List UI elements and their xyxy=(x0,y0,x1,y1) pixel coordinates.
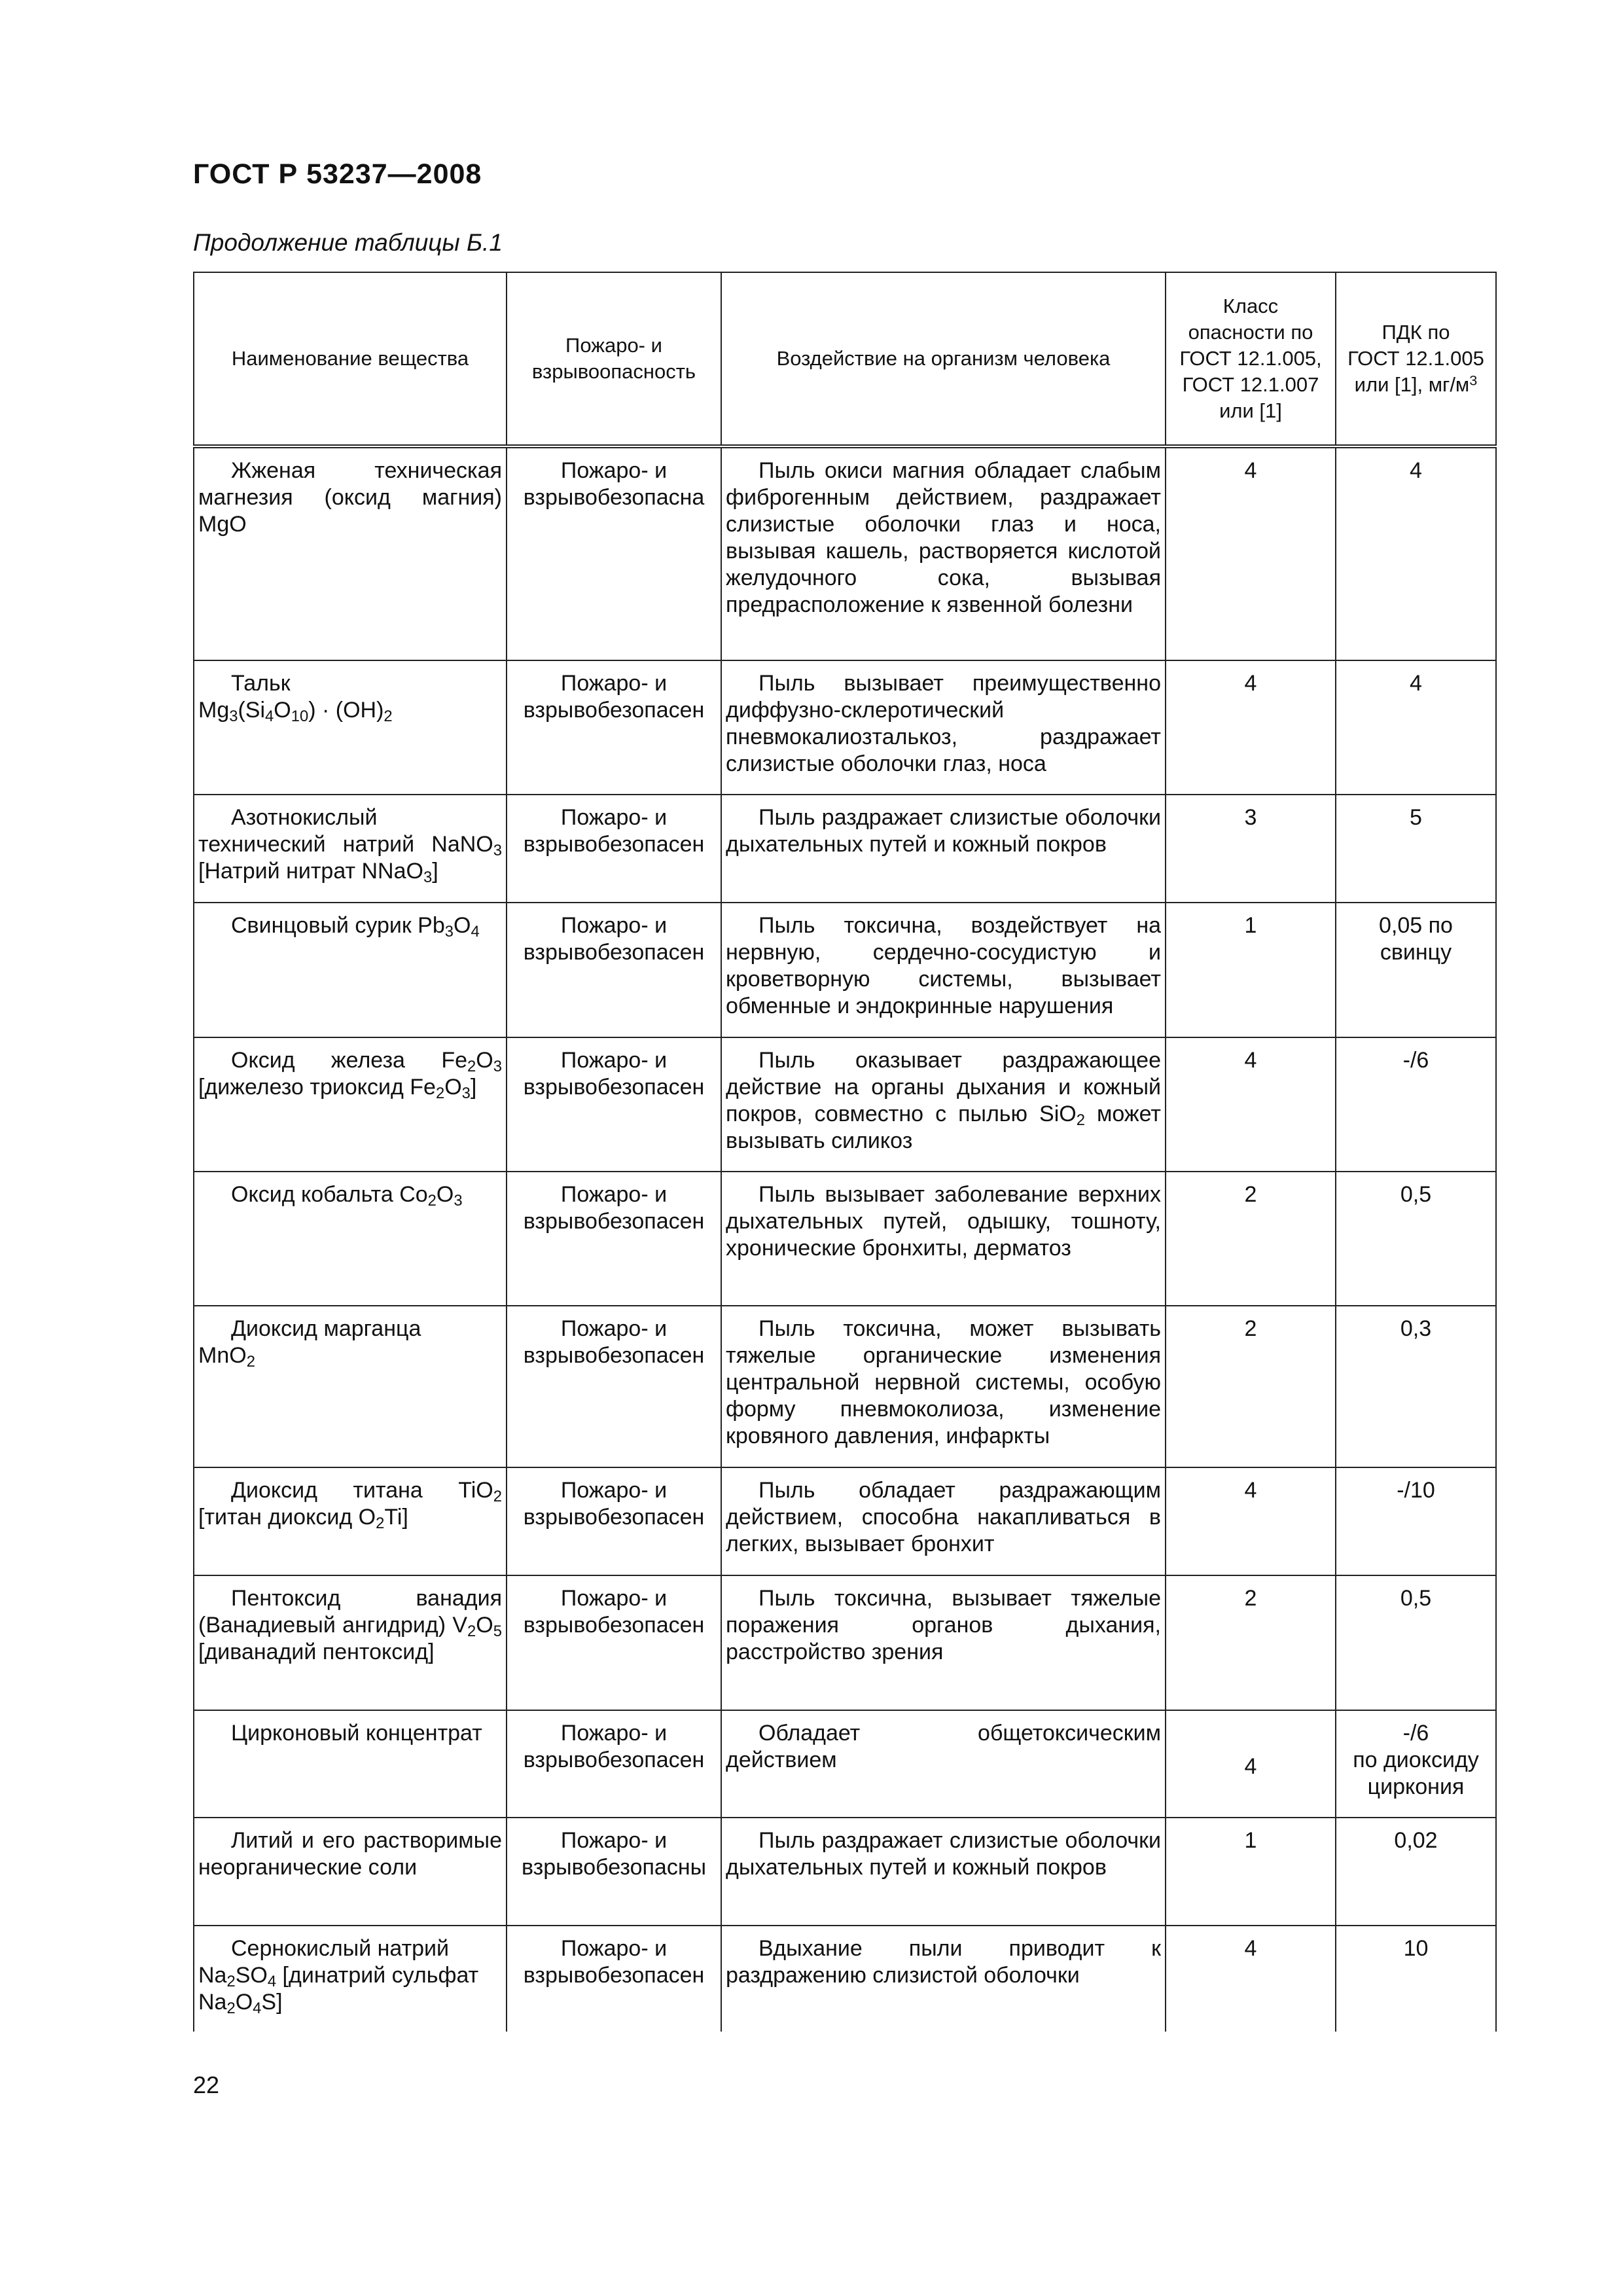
standard-title: ГОСТ Р 53237—2008 xyxy=(193,158,482,190)
health-effect: Пыль окиси магния обладает слабым фиброгенным действием, раздражает слизистые оболочки глаз и носа, вызывая кашель, растворяется кислотой желудочного сока, вызывая предрасположение к язвенной болезни xyxy=(721,446,1166,660)
substance-name: Диоксид марганца MnO$_2$ xyxy=(194,1306,507,1467)
substance-name: Свинцовый сурик $Pb_3O_4$ xyxy=(194,903,507,1037)
mpc-value: 4 xyxy=(1336,660,1496,795)
hazard-class: 4 xyxy=(1166,1467,1336,1575)
header-mpc: ПДК по ГОСТ 12.1.005 или [1], $мг/м^3$ xyxy=(1336,272,1496,446)
table-caption: Продолжение таблицы Б.1 xyxy=(193,229,503,256)
table-row xyxy=(194,1467,1496,1575)
header-fire: Пожаро- и взрывоопасность xyxy=(507,272,721,446)
health-effect: Обладает общетоксическим действием xyxy=(721,1710,1166,1818)
mpc-value: 0,3 xyxy=(1336,1306,1496,1467)
fire-hazard: Пожаро- и взрывобезопасна xyxy=(507,446,721,660)
hazard-class: 2 xyxy=(1166,1575,1336,1710)
health-effect: Пыль токсична, может вызывать тяжелые органические изменения центральной нервной системы, особую форму пневмоколиоза, изменение кровяного давления, инфаркты xyxy=(721,1306,1166,1467)
hazard-class: 4 xyxy=(1166,1710,1336,1818)
substance-name: Диоксид титана TiO$_2$ [титан диоксид $O_2Ti$] xyxy=(194,1467,507,1575)
substance-name: Оксид кобальта $Co_2O_3$ xyxy=(194,1172,507,1306)
fire-hazard: Пожаро- и взрывобезопасен xyxy=(507,1172,721,1306)
substance-name: Сернокислый натрий $Na_2SO_4$ [динатрий сульфат $Na_2O_4S$] xyxy=(194,1926,507,2032)
health-effect: Пыль токсична, вызывает тяжелые поражения органов дыхания, расстройство зрения xyxy=(721,1575,1166,1710)
substances-table xyxy=(193,272,1497,2032)
substance-name: Литий и его растворимые неорганические соли xyxy=(194,1818,507,1926)
fire-hazard: Пожаро- и взрывобезопасен xyxy=(507,1575,721,1710)
fire-hazard: Пожаро- и взрывобезопасен xyxy=(507,1710,721,1818)
fire-hazard: Пожаро- и взрывобезопасен xyxy=(507,1926,721,2032)
header-hazard-class: Класс опасности по ГОСТ 12.1.005, ГОСТ 12.1.007 или [1] xyxy=(1166,272,1336,446)
substance-name: Цирконовый концентрат xyxy=(194,1710,507,1818)
fire-hazard: Пожаро- и взрывобезопасен xyxy=(507,1467,721,1575)
health-effect: Пыль раздражает слизистые оболочки дыхательных путей и кожный покров xyxy=(721,795,1166,903)
mpc-value: 0,5 xyxy=(1336,1575,1496,1710)
health-effect: Пыль раздражает слизистые оболочки дыхательных путей и кожный покров xyxy=(721,1818,1166,1926)
table-row xyxy=(194,1306,1496,1467)
substance-name: Тальк $Mg_3(Si_4O_{10}) \cdot (OH)_2$ xyxy=(194,660,507,795)
fire-hazard: Пожаро- и взрывобезопасны xyxy=(507,1818,721,1926)
hazard-class: 2 xyxy=(1166,1306,1336,1467)
page-number: 22 xyxy=(193,2072,220,2098)
table-header-row xyxy=(194,272,1496,446)
table-row xyxy=(194,660,1496,795)
table-row xyxy=(194,446,1496,660)
substance-name: Оксид железа $Fe_2O_3$ [дижелезо триоксид $Fe_2O_3$] xyxy=(194,1037,507,1172)
hazard-class: 1 xyxy=(1166,903,1336,1037)
substance-name: Пентоксид ванадия (Ванадиевый ангидрид) $V_2O_5$ [диванадий пентоксид] xyxy=(194,1575,507,1710)
table-row xyxy=(194,1037,1496,1172)
table-row xyxy=(194,1710,1496,1818)
hazard-class: 3 xyxy=(1166,795,1336,903)
hazard-class: 1 xyxy=(1166,1818,1336,1926)
health-effect: Пыль оказывает раздражающее действие на органы дыхания и кожный покров, совместно с пылью SiO$_2$ может вызывать силикоз xyxy=(721,1037,1166,1172)
mpc-value: 10 xyxy=(1336,1926,1496,2032)
substance-name: Жженая техническая магнезия (оксид магния) MgO xyxy=(194,446,507,660)
table-row xyxy=(194,795,1496,903)
hazard-class: 4 xyxy=(1166,446,1336,660)
mpc-value: 5 xyxy=(1336,795,1496,903)
fire-hazard: Пожаро- и взрывобезопасен xyxy=(507,903,721,1037)
table-row xyxy=(194,903,1496,1037)
hazard-class: 4 xyxy=(1166,1037,1336,1172)
health-effect: Пыль токсична, воздействует на нервную, сердечно-сосудистую и кроветворную системы, вызывает обменные и эндокринные нарушения xyxy=(721,903,1166,1037)
substance-name: Азотнокислый технический натрий NaNO$_3$ [Натрий нитрат NNaO$_3$] xyxy=(194,795,507,903)
mpc-value: -/6 xyxy=(1336,1037,1496,1172)
health-effect: Пыль вызывает преимущественно диффузно-склеротический пневмокалиозталькоз, раздражает слизистые оболочки глаз, носа xyxy=(721,660,1166,795)
mpc-value: 4 xyxy=(1336,446,1496,660)
hazard-class: 4 xyxy=(1166,1926,1336,2032)
fire-hazard: Пожаро- и взрывобезопасен xyxy=(507,795,721,903)
hazard-class: 4 xyxy=(1166,660,1336,795)
table-row xyxy=(194,1575,1496,1710)
header-effect: Воздействие на организм человека xyxy=(721,272,1166,446)
fire-hazard: Пожаро- и взрывобезопасен xyxy=(507,1306,721,1467)
health-effect: Вдыхание пыли приводит к раздражению слизистой оболочки xyxy=(721,1926,1166,2032)
hazard-class: 2 xyxy=(1166,1172,1336,1306)
table-row xyxy=(194,1926,1496,2032)
health-effect: Пыль вызывает заболевание верхних дыхательных путей, одышку, тошноту, хронические бронхиты, дерматоз xyxy=(721,1172,1166,1306)
mpc-value: 0,05 по свинцу xyxy=(1336,903,1496,1037)
mpc-value: 0,02 xyxy=(1336,1818,1496,1926)
mpc-value: 0,5 xyxy=(1336,1172,1496,1306)
health-effect: Пыль обладает раздражающим действием, способна накапливаться в легких, вызывает бронхит xyxy=(721,1467,1166,1575)
table-row xyxy=(194,1818,1496,1926)
header-name: Наименование вещества xyxy=(194,272,507,446)
table-row xyxy=(194,1172,1496,1306)
fire-hazard: Пожаро- и взрывобезопасен xyxy=(507,1037,721,1172)
fire-hazard: Пожаро- и взрывобезопасен xyxy=(507,660,721,795)
mpc-value: -/10 xyxy=(1336,1467,1496,1575)
mpc-value: -/6 по диоксиду циркония xyxy=(1336,1710,1496,1818)
